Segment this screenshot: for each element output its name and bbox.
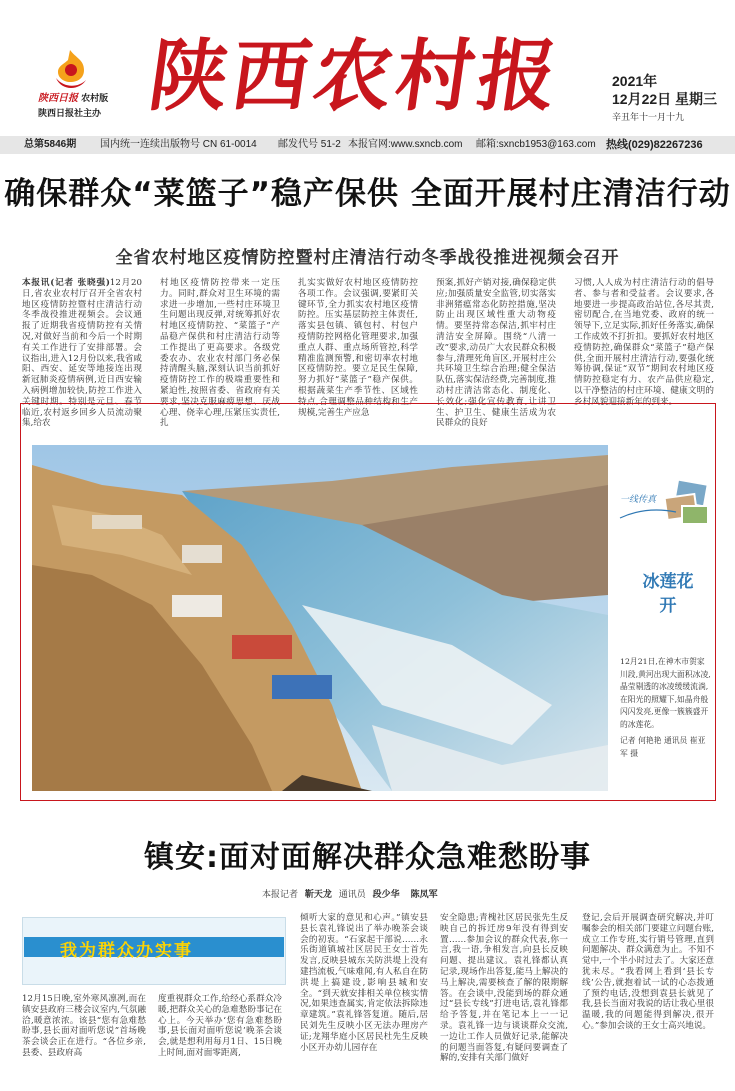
story2-column-5: 登记,会后开展调查研究解决,并叮嘱参会的相关部门要建立问题台账,成立工作专班,实行销号管理,直到问题解决、群众满意为止。不知不觉中,一个半小时过去了。大家还意犹未尽。“我看网上看到‘县长专线’公告,就抱着试一试的心态拨通了预约电话,没想到袁县长就见了我,县长当面对我说的话让我心里很温暖,我的问题能得到解决,很开心。”参加会谈的王女士高兴地说。 bbox=[582, 913, 714, 1031]
story1-column-2: 村地区疫情防控带来一定压力。同时,群众对卫生环境的需求进一步增加,一些村庄环境卫生问题出现反弹,对统筹抓好农村地区疫情防控、“菜篮子”产品稳产保供和村庄清洁行动等工作提出了更高要求。各级党委农办、农业农村部门务必保持清醒头脑,深刻认识当前抓好疫情防控工作的极端重要性和紧迫性,按照省委、省政府有关要求,坚决克服麻痹思想、厌战心理、侥幸心理,压紧压实责任,扎 bbox=[160, 278, 280, 429]
correspondent-name-2: 陈凤军 bbox=[410, 890, 438, 900]
issue-number: 总第5846期 bbox=[24, 139, 77, 150]
postal-code: 邮发代号 51-2 bbox=[278, 139, 341, 150]
photo-badge-label: 一线传真 bbox=[620, 495, 657, 505]
website[interactable]: 本报官网:www.sxncb.com bbox=[348, 139, 463, 150]
newspaper-title: 陕西农村报 bbox=[143, 31, 567, 122]
publisher: 陕西日报社主办 bbox=[38, 109, 102, 119]
issue-date: 12月22日 星期三 bbox=[612, 91, 718, 107]
main-subheadline: 全省农村地区疫情防控暨村庄清洁行动冬季战役推进视频会召开 bbox=[115, 248, 620, 268]
reporter-name: 靳天龙 bbox=[304, 890, 332, 900]
photo-feature-title: 冰莲花开 bbox=[642, 572, 694, 616]
photo-caption bbox=[620, 656, 712, 760]
story1-column-1 bbox=[22, 278, 142, 429]
issue-year: 2021年 bbox=[612, 73, 658, 89]
masthead bbox=[0, 0, 735, 135]
camera-photo-badge-icon bbox=[616, 478, 712, 538]
photo-caption-text: 12月21日,在神木市贺家川段,黄河出现大面积冰凌,晶莹剔透的冰凌缓缓流淌,在阳光的照耀下,如晶舟般闪闪发亮,更像一簇簇盛开的冰莲花。 bbox=[620, 657, 711, 729]
email[interactable]: 邮箱:sxncb1953@163.com bbox=[476, 139, 596, 150]
cn-number: 国内统一连续出版物号 CN 61-0014 bbox=[100, 139, 257, 150]
story2-byline bbox=[262, 887, 442, 900]
campaign-banner-title: 我为群众办实事 bbox=[60, 941, 193, 961]
story1-column-5: 习惯,人人成为村庄清洁行动的倡导者、参与者和受益者。会议要求,各地要进一步提高政治站位,各尽其责,密切配合,在当地党委、政府的统一领导下,立足实际,抓好任务落实,确保工作成效不打折扣。要抓好农村地区疫情防控,确保群众“菜篮子”稳产保供,全面开展村庄清洁行动,要强化统筹协调,保证“双节”期间农村地区疫情防控稳定有力、农产品供应稳定,以干净整洁的村庄环境、健康文明的乡村风貌迎接新年的到来。 bbox=[574, 278, 714, 407]
edition-name: 农村版 bbox=[81, 94, 109, 104]
story2-column-2: 度重视群众工作,给经心系群众冷暖,把群众关心的急难愁盼事记在心上。今天举办‘您有急难愁盼事,县长面对面听您说’晚茶会谈会,就是想利用每月1日、15日晚上时间,面对面零距离, bbox=[158, 994, 282, 1058]
story2-column-4: 安全隐患;青槐社区居民张先生反映自己的拆迁房9年没有得到安置……参加会议的群众代表,你一言,我一语,争相发言,向县长反映问题、提出建议。袁礼锋都认真记录,现场作出答复,能马上解决的马上解决,需要核查了解的限期解答。在会谈中,没能到场的群众通过“县长专线”打进电话,袁礼锋都给予答复,并在笔记本上一一记录。袁礼锋一边与谈谈群众交流,一边让工作人员做好记录,能解决的问题当面答复,有疑问要调查了解的,安排有关部门做好 bbox=[440, 913, 568, 1064]
hotline: 热线(029)82267236 bbox=[606, 139, 703, 151]
main-headline: 确保群众“菜篮子”稳产保供 全面开展村庄清洁行动 bbox=[4, 176, 731, 212]
byline-label-correspondent: 通讯员 bbox=[338, 890, 366, 900]
story1-column-4: 预案,抓好产销对接,确保稳定供应;加强质量安全监管,切实落实非洲猪瘟常态化防控措施,坚决防止出现区域性重大动物疫情。要坚持常态保洁,抓牢村庄清洁安全屏障。围绕“八清一改”要求,动员广大农民群众积极参与,清理死角盲区,开展村庄公共环境卫生综合治理;健全保洁队伍,落实保洁经费,完善制度,推动村庄清洁常态化、制度化、长效化;强化宣传教育,让讲卫生、护卫生、健康生活成为农民群众的良好 bbox=[436, 278, 556, 429]
correspondent-name-1: 段少华 bbox=[372, 890, 400, 900]
story1-lead: 本报讯(记者 张晓强) bbox=[22, 278, 110, 288]
edition-calligraphy: 陕西日报 bbox=[38, 93, 78, 104]
story2-column-3: 倾听大家的意见和心声。”镇安县县长袁礼锋说出了举办晚茶会谈会的初衷。“石家起干部说……永乐街道镇城社区居民王女士首先发言,反映县城东关防洪堤上没有建挡流板,气味难闻,有人私自在防洪堤上搞建设,影响县城和安全。“到天就安排相关单位核实情况,如果违查属实,肯定依法拆除违章建筑。”袁礼锋答复道。随后,居民刘先生反映小区无法办理房产证;龙翔华庭小区居民杜先生反映小区开办幼儿园存在 bbox=[300, 913, 428, 1053]
story1-col1-text: 12月20日,省农业农村厅召开全省农村地区疫情防控暨村庄清洁行动冬季战役推进视频会。会议通报了近期我省疫情防控有关情况,对做好当前和今后一个时期有关工作进行了安排部署。会议指出,进入12月份以来,我省咸阳、西安、延安等地接连出现新冠肺炎疫情病例,近日西安输入病例增加较快,防控工作进入关键时期。特别是元旦、春节临近,农村返乡回乡人员流动聚集,给农 bbox=[22, 278, 142, 429]
edition-label bbox=[38, 92, 108, 121]
second-headline: 镇安:面对面解决群众急难愁盼事 bbox=[144, 840, 591, 875]
lunar-date: 辛丑年十一月十九 bbox=[612, 112, 685, 122]
byline-label-reporter: 本报记者 bbox=[262, 890, 299, 900]
newspaper-emblem-icon bbox=[50, 48, 90, 92]
date-block bbox=[612, 72, 717, 123]
publication-info-bar bbox=[0, 136, 735, 154]
photo-credit: 记者 何艳艳 通讯员 崔亚军 摄 bbox=[620, 736, 706, 758]
story2-column-1: 12月15日晚,室外寒风凛冽,而在镇安县政府三楼会议室内,气氛融洽,暖意浓浓。该县“您有急难愁盼事,县长面对面听您说”首场晚茶会谈会正在进行。“各位乡亲,县委、县政府高 bbox=[22, 994, 146, 1058]
story1-column-3: 扎实实做好农村地区疫情防控各项工作。会议强调,要紧盯关键环节,全力抓实农村地区疫情防控。压实基层防控主体责任,落实县包镇、镇包村、村包户疫情防控网格化管理要求,加强重点人群、重点场所管控,科学精准监测预警,和密切率农村地区疫情防控。要立足民生保障,努力抓好“菜篮子”稳产保供。根据蔬菜生产季节性、区域性特点,合理调整品种结构和生产规模,完善生产应急 bbox=[298, 278, 418, 418]
yellow-river-ice-photo bbox=[32, 445, 608, 791]
